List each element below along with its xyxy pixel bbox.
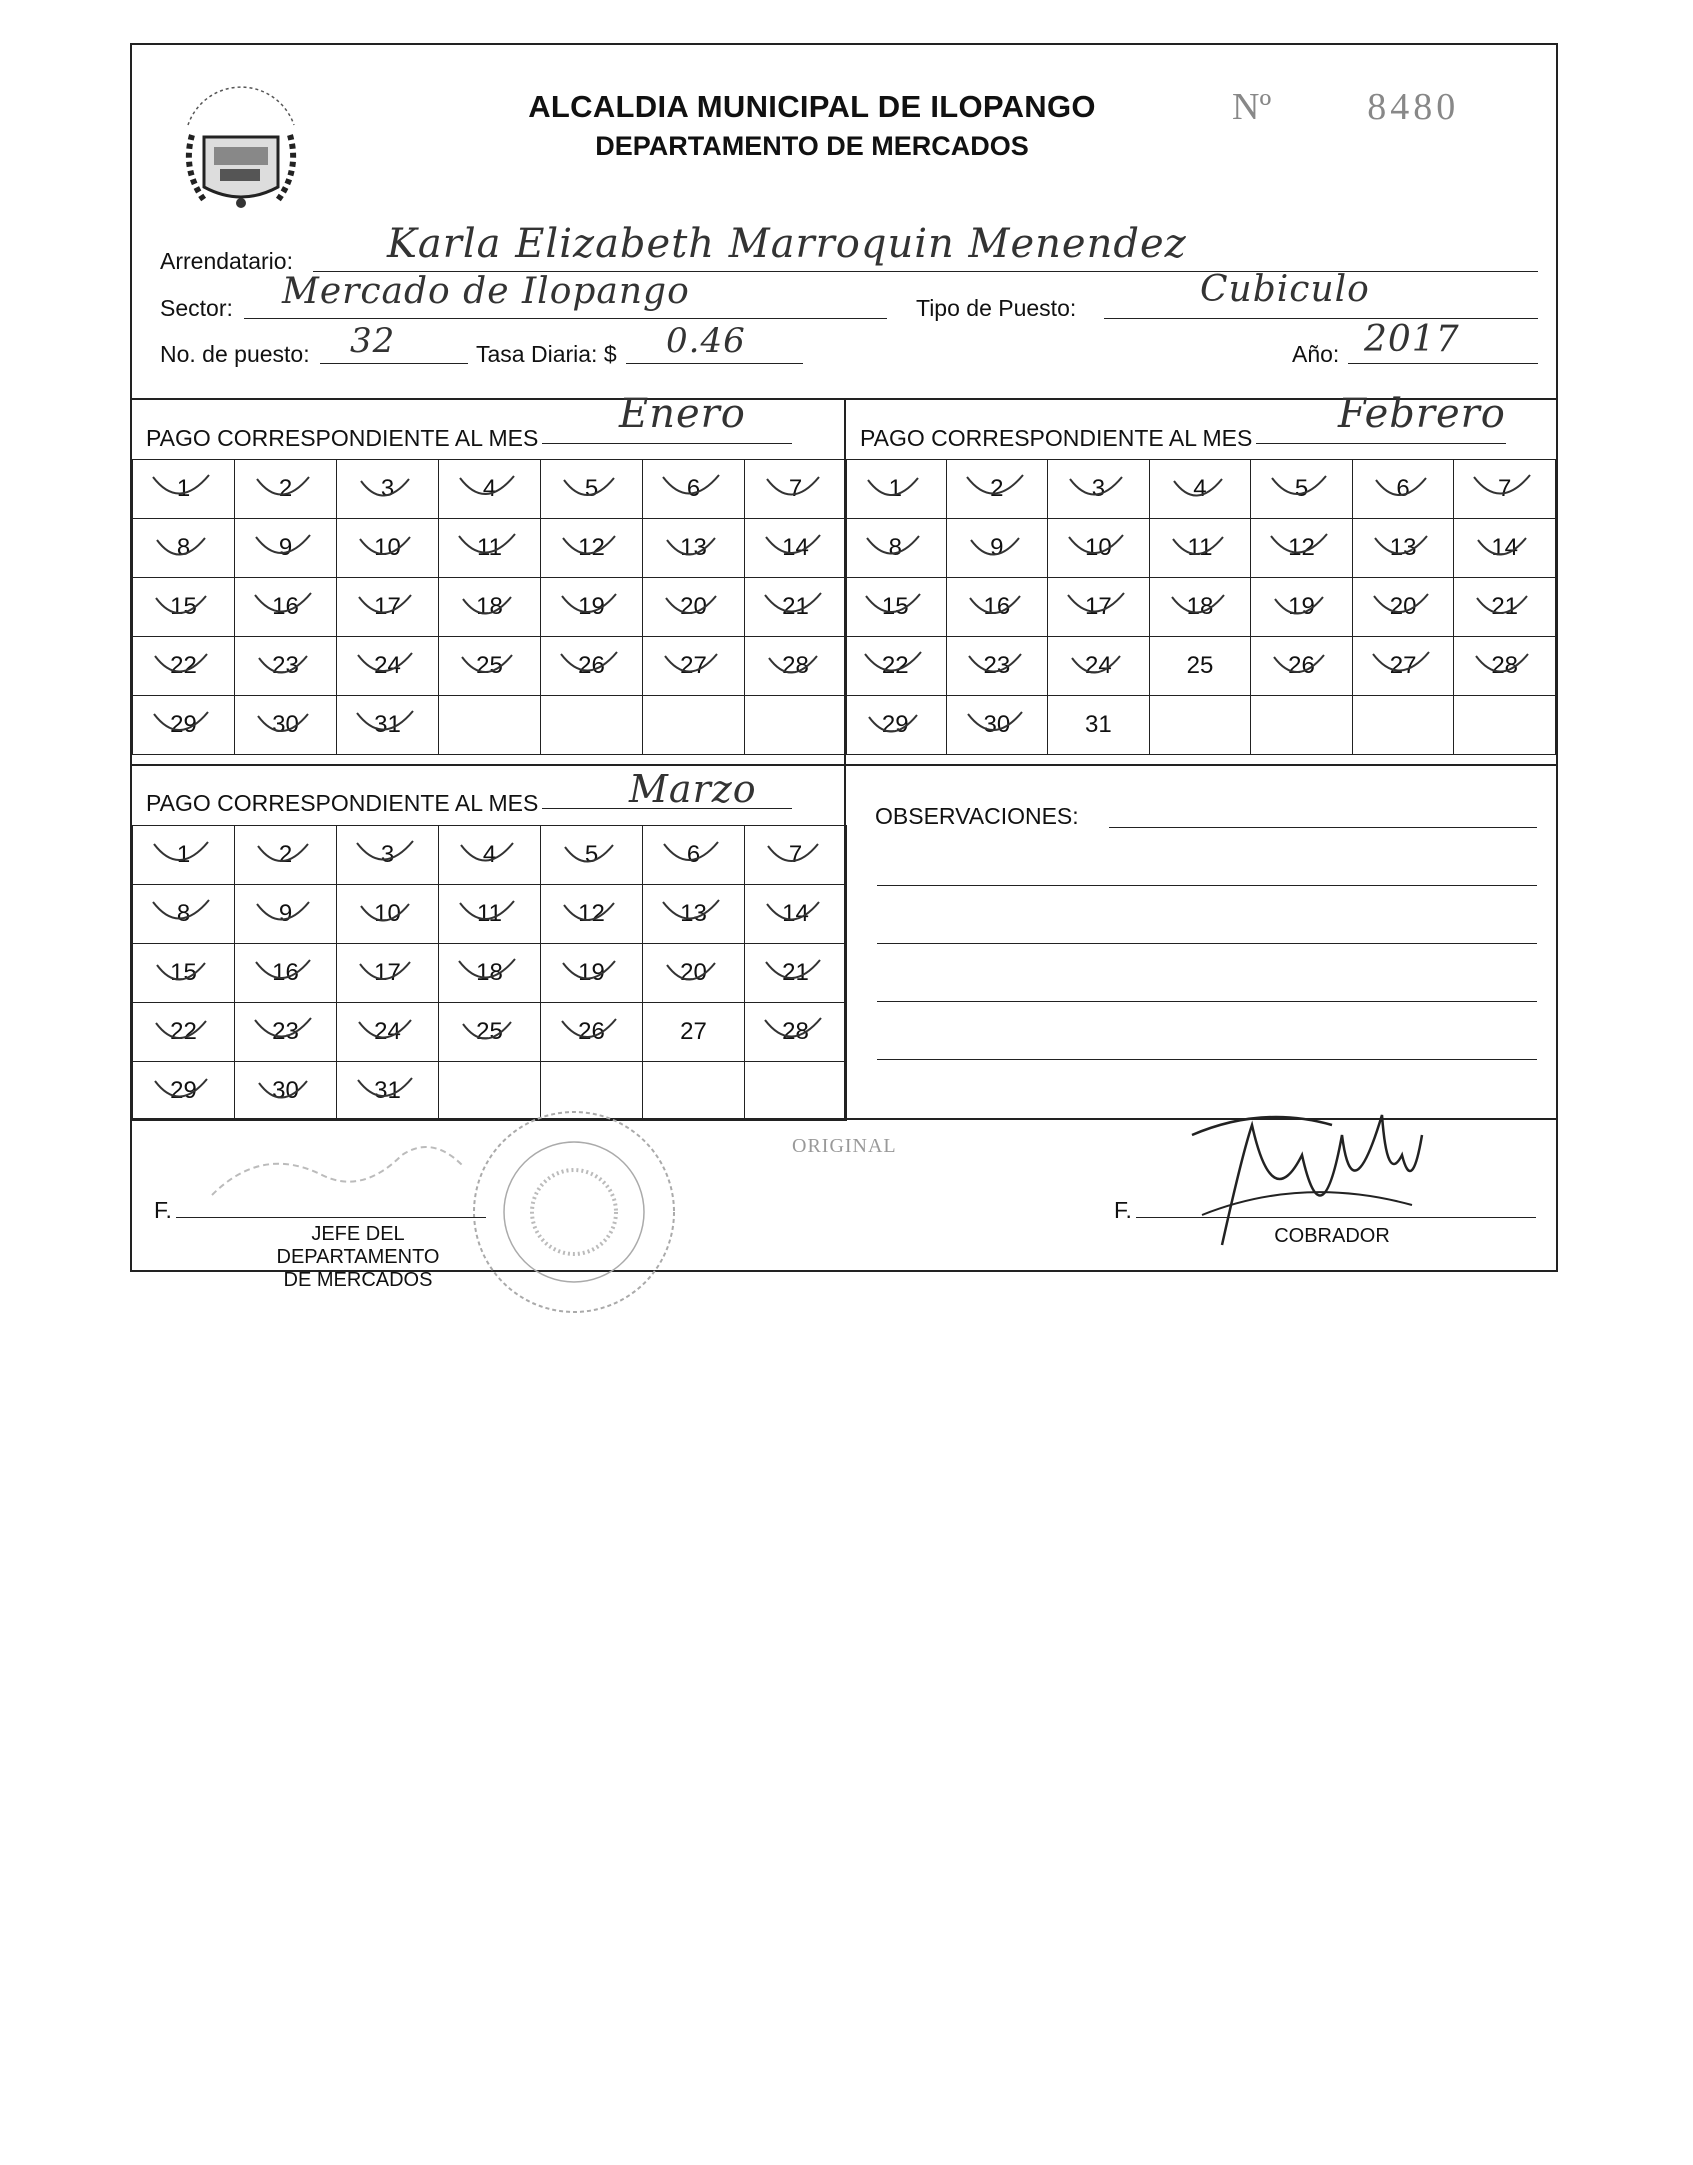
day-cell[interactable] xyxy=(946,578,1048,637)
day-cell[interactable] xyxy=(235,1062,337,1121)
day-cell[interactable] xyxy=(337,637,439,696)
day-number: 22 xyxy=(170,1018,197,1045)
jefe-signature-icon xyxy=(202,1125,482,1215)
day-number: 19 xyxy=(1288,593,1315,620)
anio-label: Año: xyxy=(1292,341,1340,367)
month-1-value[interactable]: Enero xyxy=(619,391,746,437)
day-cell[interactable] xyxy=(439,1003,541,1062)
day-number: 13 xyxy=(680,900,707,927)
day-cell[interactable] xyxy=(439,519,541,578)
day-number: 23 xyxy=(272,652,299,679)
day-cell[interactable] xyxy=(541,519,643,578)
day-cell[interactable] xyxy=(337,885,439,944)
day-cell[interactable] xyxy=(133,637,235,696)
month-1-label: PAGO CORRESPONDIENTE AL MES xyxy=(146,425,539,451)
day-number: 19 xyxy=(578,959,605,986)
day-cell[interactable] xyxy=(946,637,1048,696)
day-cell[interactable] xyxy=(337,1062,439,1121)
day-cell[interactable] xyxy=(235,460,337,519)
cobrador-signature-icon xyxy=(1182,1095,1442,1265)
day-cell[interactable] xyxy=(745,696,847,755)
day-number: 25 xyxy=(476,1018,503,1045)
day-cell[interactable] xyxy=(845,578,947,637)
day-cell[interactable] xyxy=(1149,460,1251,519)
puesto-value[interactable]: 32 xyxy=(350,321,396,361)
day-cell[interactable] xyxy=(133,1003,235,1062)
day-cell[interactable] xyxy=(439,826,541,885)
jefe-title-line-1: JEFE DEL DEPARTAMENTO xyxy=(276,1223,440,1268)
day-number: 20 xyxy=(1389,593,1417,620)
day-cell[interactable] xyxy=(745,460,847,519)
day-cell[interactable] xyxy=(845,696,947,755)
day-cell[interactable] xyxy=(133,944,235,1003)
observaciones-line-1[interactable] xyxy=(1109,827,1537,828)
form-number-value: 8480 xyxy=(1367,86,1460,128)
day-cell[interactable] xyxy=(845,637,947,696)
observaciones-line-3[interactable] xyxy=(877,943,1537,944)
month-3-value[interactable]: Marzo xyxy=(629,767,757,811)
day-number: 8 xyxy=(176,900,191,927)
day-number: 16 xyxy=(272,959,299,986)
day-cell[interactable] xyxy=(133,885,235,944)
day-number: 17 xyxy=(374,959,401,986)
day-cell[interactable] xyxy=(1149,578,1251,637)
month-2-line xyxy=(1256,443,1506,444)
day-number: 5 xyxy=(1294,475,1309,502)
day-number: 2 xyxy=(990,475,1004,502)
day-cell[interactable] xyxy=(235,944,337,1003)
day-cell[interactable] xyxy=(643,944,745,1003)
month-3-day-grid xyxy=(132,825,847,1121)
day-number: 6 xyxy=(1396,475,1410,502)
day-cell[interactable] xyxy=(643,519,745,578)
day-number: 3 xyxy=(1091,475,1106,502)
day-cell[interactable] xyxy=(1454,637,1556,696)
day-number: 11 xyxy=(477,900,502,927)
day-cell[interactable] xyxy=(133,578,235,637)
day-number: 11 xyxy=(477,534,502,561)
day-cell[interactable] xyxy=(1048,578,1150,637)
day-cell[interactable] xyxy=(745,885,847,944)
day-number: 15 xyxy=(170,959,197,986)
day-cell[interactable] xyxy=(745,1003,847,1062)
tasa-diaria-value[interactable]: 0.46 xyxy=(666,321,746,361)
sector-value[interactable]: Mercado de Ilopango xyxy=(282,271,690,312)
day-row xyxy=(133,460,847,519)
day-number: 21 xyxy=(1491,593,1519,620)
day-row xyxy=(133,944,847,1003)
day-cell[interactable] xyxy=(1251,696,1353,755)
form-number-label: Nº xyxy=(1232,86,1272,128)
day-number: 29 xyxy=(170,1077,197,1104)
day-number: 28 xyxy=(782,1018,809,1045)
observaciones-line-2[interactable] xyxy=(877,885,1537,886)
day-number: 30 xyxy=(983,711,1011,738)
day-cell[interactable] xyxy=(337,578,439,637)
day-cell[interactable] xyxy=(439,460,541,519)
observaciones-line-5[interactable] xyxy=(877,1059,1537,1060)
day-cell[interactable] xyxy=(745,519,847,578)
cobrador-title: COBRADOR xyxy=(1274,1225,1390,1247)
day-number: 30 xyxy=(272,1077,299,1104)
municipal-seal-icon xyxy=(174,75,308,215)
day-number: 16 xyxy=(983,593,1011,620)
day-cell[interactable] xyxy=(439,885,541,944)
day-number: 14 xyxy=(782,900,809,927)
day-number: 28 xyxy=(1491,652,1519,679)
day-number: 1 xyxy=(888,475,902,502)
day-number: 23 xyxy=(272,1018,299,1045)
day-number: 27 xyxy=(1389,652,1417,679)
day-cell[interactable] xyxy=(337,460,439,519)
day-number: 11 xyxy=(1187,534,1213,561)
jefe-signature-line[interactable] xyxy=(176,1217,486,1218)
sector-label: Sector: xyxy=(160,295,233,321)
day-number: 12 xyxy=(578,534,605,561)
day-cell[interactable] xyxy=(1454,696,1556,755)
day-cell[interactable] xyxy=(745,578,847,637)
day-cell[interactable] xyxy=(1048,696,1150,755)
jefe-title-line-2: DE MERCADOS xyxy=(283,1269,433,1291)
day-cell[interactable] xyxy=(235,885,337,944)
day-cell[interactable] xyxy=(643,637,745,696)
day-cell[interactable] xyxy=(1352,578,1454,637)
day-cell[interactable] xyxy=(235,578,337,637)
day-number: 27 xyxy=(680,1018,707,1045)
month-1-line xyxy=(542,443,792,444)
day-cell[interactable] xyxy=(643,826,745,885)
sector-line xyxy=(244,318,887,319)
day-number: 4 xyxy=(482,475,497,502)
day-cell[interactable] xyxy=(541,1003,643,1062)
day-cell[interactable] xyxy=(1251,519,1353,578)
day-row xyxy=(845,460,1556,519)
day-number: 5 xyxy=(584,475,599,502)
month-2-day-grid xyxy=(844,459,1556,755)
day-number: 16 xyxy=(272,593,299,620)
day-number: 5 xyxy=(584,841,599,868)
day-cell[interactable] xyxy=(439,696,541,755)
day-cell[interactable] xyxy=(845,519,947,578)
cobrador-f-label: F. xyxy=(1114,1197,1132,1223)
day-number: 12 xyxy=(1288,534,1315,561)
day-number: 22 xyxy=(881,652,909,679)
day-number: 17 xyxy=(374,593,401,620)
day-number: 7 xyxy=(788,475,803,502)
day-number: 3 xyxy=(380,475,395,502)
day-number: 26 xyxy=(1288,652,1315,679)
day-cell[interactable] xyxy=(133,1062,235,1121)
day-number: 6 xyxy=(686,475,701,502)
market-payment-card xyxy=(130,43,1558,1291)
day-number: 27 xyxy=(680,652,707,679)
day-cell[interactable] xyxy=(1048,460,1150,519)
tipo-puesto-value[interactable]: Cubiculo xyxy=(1200,269,1370,310)
day-row xyxy=(133,519,847,578)
day-cell[interactable] xyxy=(133,519,235,578)
month-3-label: PAGO CORRESPONDIENTE AL MES xyxy=(146,790,539,816)
arrendatario-label: Arrendatario: xyxy=(160,248,293,274)
day-cell[interactable] xyxy=(1352,696,1454,755)
day-cell[interactable] xyxy=(337,1003,439,1062)
jefe-title xyxy=(228,1223,488,1292)
form-number xyxy=(1232,85,1459,129)
day-number: 31 xyxy=(1085,711,1112,738)
day-number: 4 xyxy=(482,841,497,868)
day-number: 2 xyxy=(278,475,293,502)
day-number: 21 xyxy=(782,593,809,620)
day-cell[interactable] xyxy=(133,826,235,885)
day-cell[interactable] xyxy=(133,696,235,755)
month-2-value[interactable]: Febrero xyxy=(1338,391,1506,437)
day-cell[interactable] xyxy=(1251,460,1353,519)
day-number: 18 xyxy=(476,593,503,620)
day-number: 14 xyxy=(782,534,809,561)
day-row xyxy=(845,578,1556,637)
day-number: 31 xyxy=(374,711,401,738)
day-cell[interactable] xyxy=(439,637,541,696)
observaciones-line-4[interactable] xyxy=(877,1001,1537,1002)
day-number: 15 xyxy=(881,593,909,620)
day-number: 30 xyxy=(272,711,299,738)
tipo-puesto-line xyxy=(1104,318,1538,319)
jefe-f-label: F. xyxy=(154,1197,172,1223)
day-row xyxy=(133,885,847,944)
day-number: 29 xyxy=(881,711,909,738)
day-number: 9 xyxy=(278,900,293,927)
day-cell[interactable] xyxy=(337,519,439,578)
day-cell[interactable] xyxy=(235,696,337,755)
department-stamp-icon xyxy=(462,1100,687,1325)
day-cell[interactable] xyxy=(1149,696,1251,755)
day-cell[interactable] xyxy=(235,1003,337,1062)
day-number: 31 xyxy=(374,1077,401,1104)
day-number: 20 xyxy=(680,959,707,986)
day-cell[interactable] xyxy=(439,944,541,1003)
day-cell[interactable] xyxy=(1048,637,1150,696)
day-number: 7 xyxy=(1498,475,1512,502)
day-number: 29 xyxy=(170,711,197,738)
day-cell[interactable] xyxy=(1454,519,1556,578)
day-cell[interactable] xyxy=(946,460,1048,519)
day-cell[interactable] xyxy=(1149,519,1251,578)
page-title: ALCALDIA MUNICIPAL DE ILOPANGO xyxy=(528,89,1096,124)
day-number: 12 xyxy=(578,900,605,927)
day-cell[interactable] xyxy=(541,826,643,885)
arrendatario-value[interactable]: Karla Elizabeth Marroquin Menendez xyxy=(387,221,1187,267)
day-cell[interactable] xyxy=(1352,519,1454,578)
day-number: 14 xyxy=(1491,534,1519,561)
day-row xyxy=(845,519,1556,578)
day-number: 18 xyxy=(476,959,503,986)
day-number: 26 xyxy=(578,1018,605,1045)
day-number: 15 xyxy=(170,593,197,620)
day-number: 26 xyxy=(578,652,605,679)
day-cell[interactable] xyxy=(337,944,439,1003)
day-row xyxy=(133,1003,847,1062)
day-cell[interactable] xyxy=(745,826,847,885)
day-number: 6 xyxy=(686,841,701,868)
day-number: 10 xyxy=(374,900,401,927)
day-number: 10 xyxy=(1085,534,1112,561)
day-cell[interactable] xyxy=(541,885,643,944)
tasa-diaria-line xyxy=(626,363,803,364)
day-cell[interactable] xyxy=(541,578,643,637)
day-cell[interactable] xyxy=(439,578,541,637)
day-number: 24 xyxy=(374,1018,401,1045)
day-cell[interactable] xyxy=(541,637,643,696)
day-number: 28 xyxy=(782,652,809,679)
day-number: 18 xyxy=(1186,593,1214,620)
day-cell[interactable] xyxy=(235,637,337,696)
day-number: 1 xyxy=(176,475,191,502)
day-number: 3 xyxy=(380,841,395,868)
day-cell[interactable] xyxy=(946,519,1048,578)
day-number: 23 xyxy=(983,652,1011,679)
day-number: 25 xyxy=(1186,652,1214,679)
anio-value[interactable]: 2017 xyxy=(1364,319,1460,360)
tipo-puesto-label: Tipo de Puesto: xyxy=(916,295,1077,321)
page-subtitle: DEPARTAMENTO DE MERCADOS xyxy=(595,131,1029,161)
day-number: 17 xyxy=(1085,593,1112,620)
day-cell[interactable] xyxy=(235,519,337,578)
day-cell[interactable] xyxy=(1251,578,1353,637)
day-cell[interactable] xyxy=(541,696,643,755)
original-copy-mark: ORIGINAL xyxy=(792,1135,897,1157)
day-cell[interactable] xyxy=(745,1062,847,1121)
month-row-divider xyxy=(132,764,1556,766)
day-number: 9 xyxy=(278,534,293,561)
day-row xyxy=(133,578,847,637)
day-number: 24 xyxy=(374,652,401,679)
day-cell[interactable] xyxy=(133,460,235,519)
day-number: 2 xyxy=(278,841,293,868)
month-1-day-grid xyxy=(132,459,847,755)
day-cell[interactable] xyxy=(1149,637,1251,696)
day-row xyxy=(845,637,1556,696)
day-cell[interactable] xyxy=(745,637,847,696)
day-cell[interactable] xyxy=(643,1003,745,1062)
day-number: 21 xyxy=(782,959,809,986)
day-number: 19 xyxy=(578,593,605,620)
tasa-diaria-label: Tasa Diaria: $ xyxy=(476,341,617,367)
day-number: 4 xyxy=(1193,475,1207,502)
day-cell[interactable] xyxy=(1454,460,1556,519)
day-number: 8 xyxy=(176,534,191,561)
anio-line xyxy=(1348,363,1538,364)
day-number: 8 xyxy=(888,534,902,561)
day-number: 13 xyxy=(1389,534,1417,561)
day-cell[interactable] xyxy=(337,826,439,885)
month-2-label: PAGO CORRESPONDIENTE AL MES xyxy=(860,425,1253,451)
day-cell[interactable] xyxy=(1048,519,1150,578)
day-cell[interactable] xyxy=(643,696,745,755)
day-cell[interactable] xyxy=(745,944,847,1003)
day-number: 10 xyxy=(374,534,401,561)
day-cell[interactable] xyxy=(1251,637,1353,696)
day-row xyxy=(133,696,847,755)
day-row xyxy=(133,826,847,885)
observaciones-label: OBSERVACIONES: xyxy=(875,803,1079,829)
day-number: 20 xyxy=(680,593,707,620)
day-cell[interactable] xyxy=(541,944,643,1003)
puesto-label: No. de puesto: xyxy=(160,341,310,367)
day-cell[interactable] xyxy=(235,826,337,885)
day-cell[interactable] xyxy=(643,578,745,637)
puesto-line xyxy=(320,363,468,364)
day-number: 25 xyxy=(476,652,503,679)
day-number: 24 xyxy=(1085,652,1112,679)
day-cell[interactable] xyxy=(1352,637,1454,696)
day-number: 7 xyxy=(788,841,803,868)
day-cell[interactable] xyxy=(643,885,745,944)
day-number: 22 xyxy=(170,652,197,679)
day-row xyxy=(845,696,1556,755)
day-number: 1 xyxy=(176,841,191,868)
day-cell[interactable] xyxy=(337,696,439,755)
day-cell[interactable] xyxy=(643,460,745,519)
day-cell[interactable] xyxy=(541,460,643,519)
day-row xyxy=(133,637,847,696)
day-number: 13 xyxy=(680,534,707,561)
day-cell[interactable] xyxy=(845,460,947,519)
day-cell[interactable] xyxy=(1454,578,1556,637)
day-number: 9 xyxy=(990,534,1004,561)
day-cell[interactable] xyxy=(946,696,1048,755)
day-cell[interactable] xyxy=(1352,460,1454,519)
